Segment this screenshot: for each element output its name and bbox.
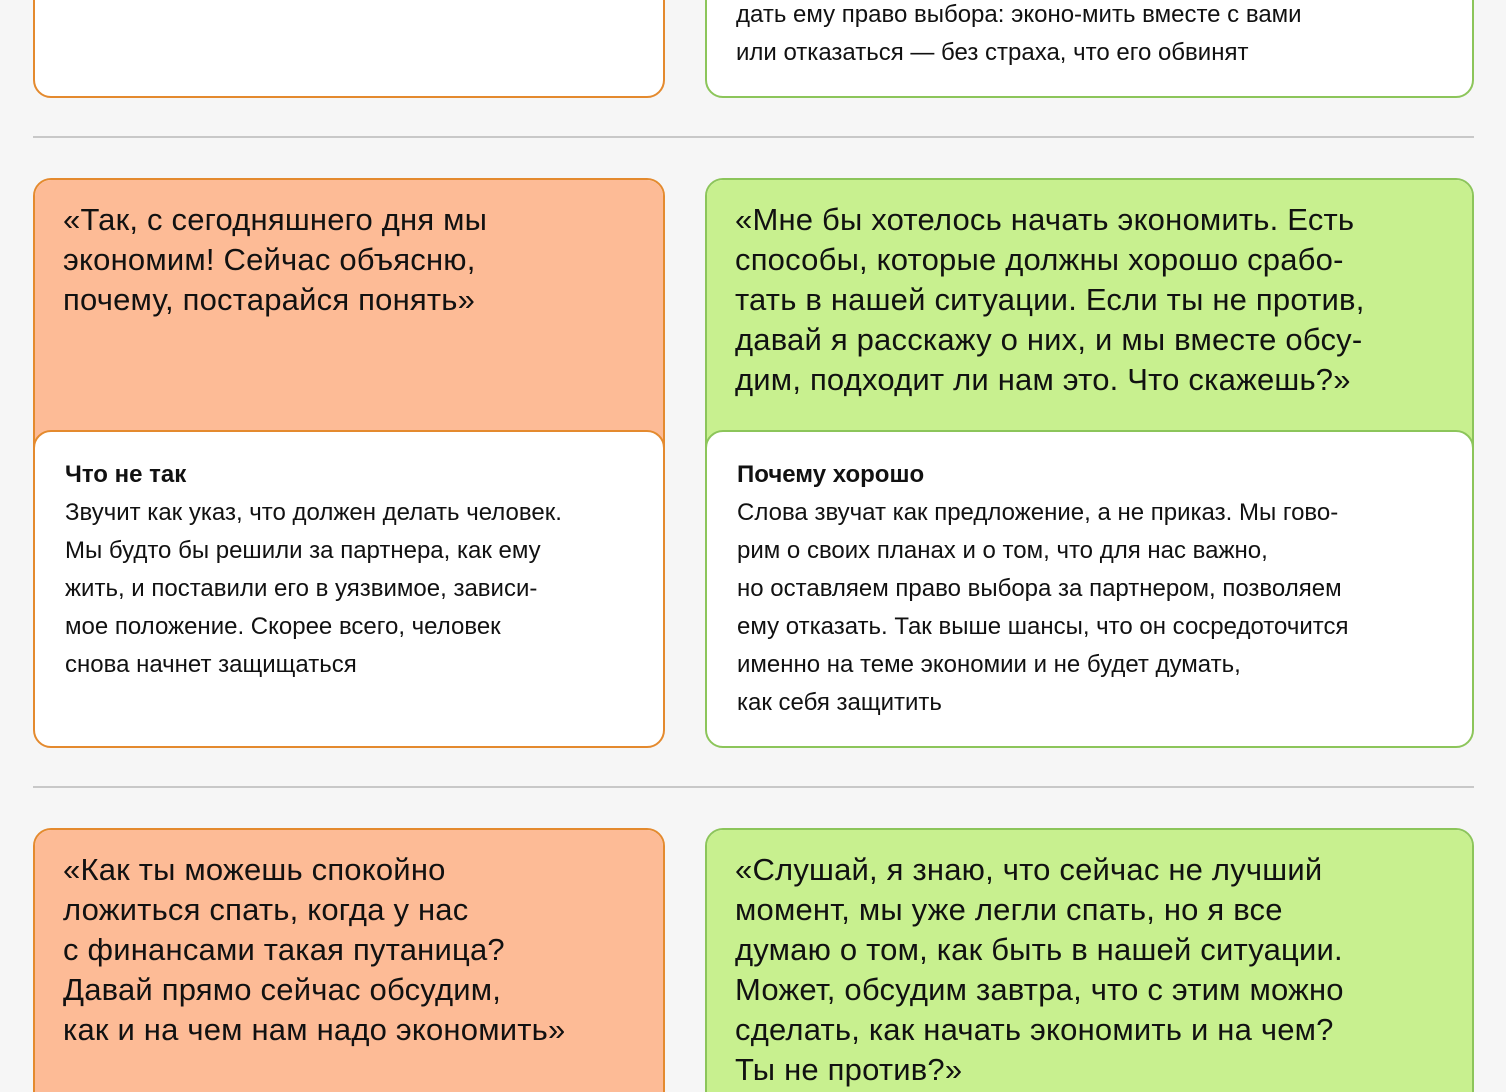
good-comment xyxy=(705,430,1474,748)
comment-heading: Почему хорошо xyxy=(737,461,925,488)
quote-line: «Мне бы хотелось начать экономить. Есть xyxy=(735,202,1355,237)
body-line: Звучит как указ, что должен делать человек. xyxy=(65,499,562,526)
quote-line: тать в нашей ситуации. Если ты не против, xyxy=(735,282,1365,317)
quote-line: «Слушай, я знаю, что сейчас не лучший xyxy=(735,852,1323,887)
quote-line: «Как ты можешь спокойно xyxy=(63,852,446,887)
bad-comment xyxy=(33,430,665,748)
body-line: Мы будто бы решили за партнера, как ему xyxy=(65,537,541,564)
body-line: снова начнет защищаться xyxy=(65,651,357,678)
comment-body xyxy=(65,494,633,684)
quote-line: сделать, как начать экономить и на чем? xyxy=(735,1012,1334,1047)
good-card-row3 xyxy=(705,828,1474,1092)
quote-line: думаю о том, как быть в нашей ситуации. xyxy=(735,932,1343,967)
quote-line: как и на чем нам надо экономить» xyxy=(63,1012,566,1047)
bad-card-row1 xyxy=(33,0,665,98)
quote-line: давай я расскажу о них, и мы вместе обсу- xyxy=(735,322,1363,357)
quote-line: момент, мы уже легли спать, но я все xyxy=(735,892,1283,927)
body-line: рим о своих планах и о том, что для нас важно, xyxy=(737,537,1268,564)
comment-body xyxy=(737,494,1442,722)
good-comment-row1-text xyxy=(736,0,1302,72)
text-line: дать ему право выбора: эконо-мить вместе с вами xyxy=(736,1,1302,28)
body-line: но оставляем право выбора за партнером, позволяем xyxy=(737,575,1342,602)
quote-line: дим, подходит ли нам это. Что скажешь?» xyxy=(735,362,1351,397)
bad-card-row2 xyxy=(33,178,665,748)
good-quote xyxy=(707,180,1472,470)
quote-line: почему, постарайся понять» xyxy=(63,282,476,317)
good-quote xyxy=(707,830,1472,1092)
bad-card-row3 xyxy=(33,828,665,1092)
quote-line: Может, обсудим завтра, что с этим можно xyxy=(735,972,1344,1007)
section-divider xyxy=(33,786,1474,788)
text-line: или отказаться — без страха, что его обвинят xyxy=(736,39,1249,66)
body-line: мое положение. Скорее всего, человек xyxy=(65,613,501,640)
body-line: ему отказать. Так выше шансы, что он сосредоточится xyxy=(737,613,1349,640)
quote-line: «Так, с сегодняшнего дня мы xyxy=(63,202,488,237)
bad-quote xyxy=(35,180,663,470)
body-line: Слова звучат как предложение, а не приказ. Мы гово- xyxy=(737,499,1339,526)
quote-line: Давай прямо сейчас обсудим, xyxy=(63,972,502,1007)
body-line: жить, и поставили его в уязвимое, зависи- xyxy=(65,575,538,602)
quote-line: Ты не против?» xyxy=(735,1052,963,1087)
good-card-row2 xyxy=(705,178,1474,748)
body-line: именно на теме экономии и не будет думать, xyxy=(737,651,1241,678)
section-divider xyxy=(33,136,1474,138)
quote-line: способы, которые должны хорошо срабо- xyxy=(735,242,1344,277)
comment-heading: Что не так xyxy=(65,461,187,488)
body-line: как себя защитить xyxy=(737,689,942,716)
quote-line: экономим! Сейчас объясню, xyxy=(63,242,476,277)
quote-line: ложиться спать, когда у нас xyxy=(63,892,469,927)
bad-quote xyxy=(35,830,663,1092)
quote-line: с финансами такая путаница? xyxy=(63,932,505,967)
